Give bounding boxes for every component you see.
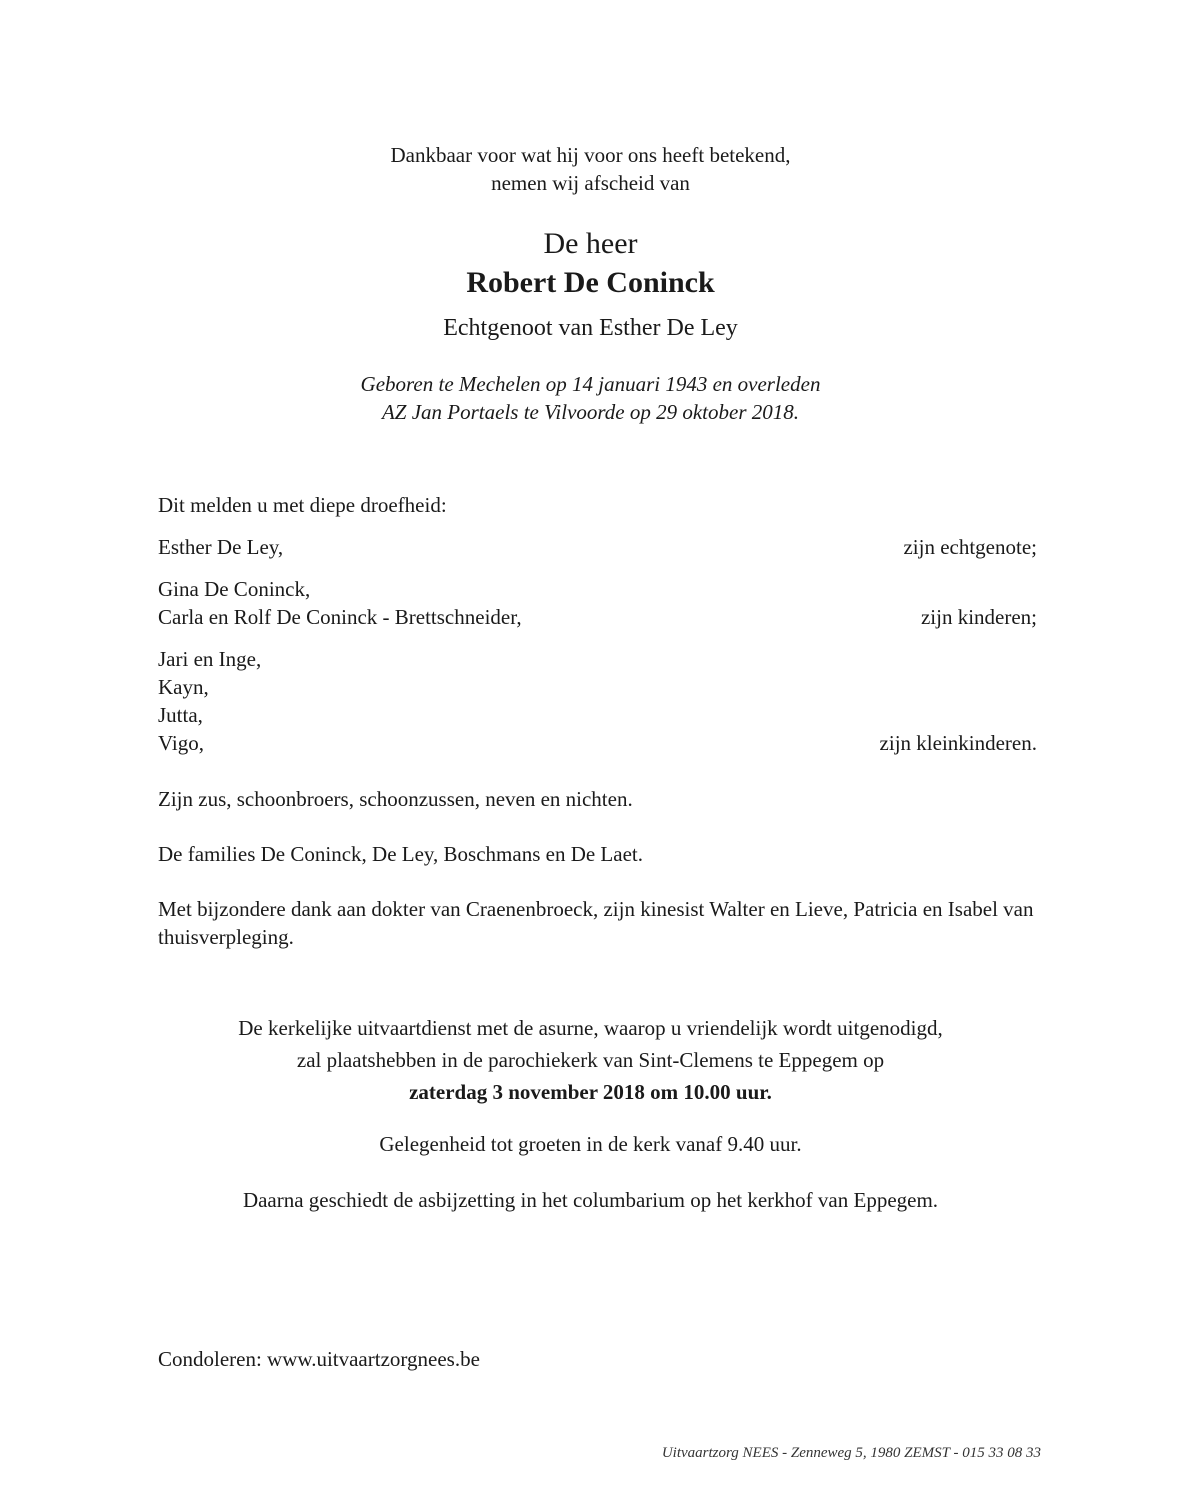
- service-text: [0, 1012, 1181, 1108]
- announcement: Dit melden u met diepe droefheid:: [158, 493, 447, 517]
- grandchild-name: Jutta,: [158, 703, 203, 727]
- grandchild-name: Kayn,: [158, 675, 209, 699]
- service-date: zaterdag 3 november 2018 om 10.00 uur.: [409, 1080, 772, 1104]
- children-relation: zijn kinderen;: [920, 605, 1037, 629]
- birth-line-2: AZ Jan Portaels te Vilvoorde op 29 oktober 2018.: [381, 400, 800, 424]
- birth-line-1: Geboren te Mechelen op 14 januari 1943 en overleden: [360, 372, 821, 396]
- relatives-line: Zijn zus, schoonbroers, schoonzussen, neven en nichten.: [158, 787, 633, 811]
- spouse-relation: zijn echtgenote;: [903, 535, 1037, 559]
- condolences-line: Condoleren: www.uitvaartzorgnees.be: [158, 1347, 480, 1371]
- intro-text: [0, 141, 1181, 197]
- birth-death-text: [0, 370, 1181, 426]
- family-grandchildren: [158, 645, 1037, 757]
- spouse-name: Esther De Ley,: [158, 535, 284, 559]
- spouse-line: Echtgenoot van Esther De Ley: [443, 315, 738, 341]
- grandchildren-relation: zijn kleinkinderen.: [879, 731, 1037, 755]
- deceased-name: Robert De Coninck: [466, 266, 715, 299]
- intro-line-2: nemen wij afscheid van: [491, 171, 690, 195]
- burial-line: Daarna geschiedt de asbijzetting in het columbarium op het kerkhof van Eppegem.: [242, 1188, 939, 1212]
- service-line-1: De kerkelijke uitvaartdienst met de asurne, waarop u vriendelijk wordt uitgenodigd,: [238, 1016, 943, 1040]
- family-children: [158, 575, 1037, 631]
- visitation-line: Gelegenheid tot groeten in de kerk vanaf 9.40 uur.: [379, 1132, 802, 1156]
- child-name: Gina De Coninck,: [158, 577, 311, 601]
- child-name: Carla en Rolf De Coninck - Brettschneider,: [158, 605, 522, 629]
- service-line-2: zal plaatshebben in de parochiekerk van Sint-Clemens te Eppegem op: [296, 1048, 885, 1072]
- grandchild-name: Jari en Inge,: [158, 647, 262, 671]
- grandchild-name: Vigo,: [158, 731, 204, 755]
- families-line: De families De Coninck, De Ley, Boschmans en De Laet.: [158, 842, 643, 866]
- salutation: De heer: [543, 227, 638, 260]
- thanks-paragraph: Met bijzondere dank aan dokter van Craenenbroeck, zijn kinesist Walter en Lieve, Patricia en Isabel van thuisverpleging.: [158, 897, 1034, 949]
- family-spouse: [158, 533, 1037, 561]
- intro-line-1: Dankbaar voor wat hij voor ons heeft betekend,: [390, 143, 791, 167]
- footer-funeral-home: Uitvaartzorg NEES - Zenneweg 5, 1980 ZEMST - 015 33 08 33: [661, 1445, 1041, 1461]
